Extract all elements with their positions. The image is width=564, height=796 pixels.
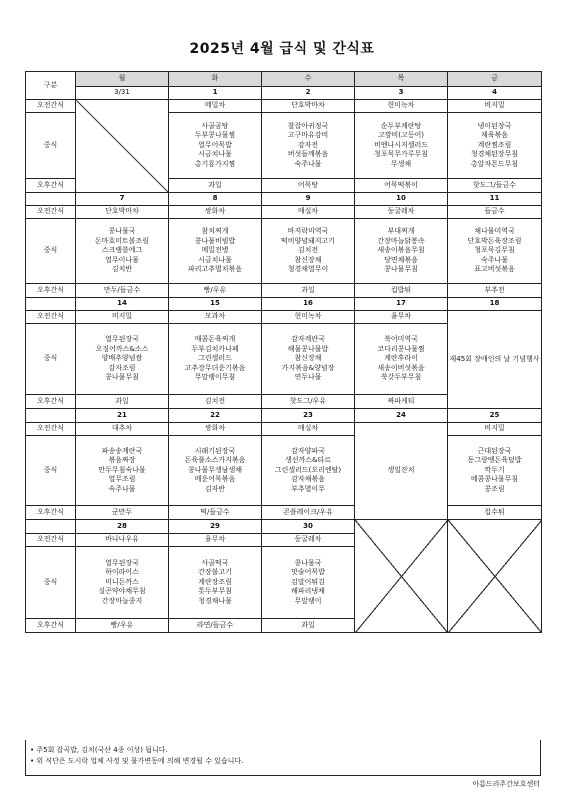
day-thu: 목	[355, 72, 448, 87]
row-label-am: 오전간식	[26, 311, 76, 324]
pm-snack: 라면/들금수	[169, 619, 262, 633]
row-label-am: 오전간식	[26, 100, 76, 113]
pm-snack: 과일	[262, 619, 355, 633]
note-line: • 주5회 잡곡밥, 김치(국산 4종 이상) 됩니다.	[30, 746, 168, 754]
menu-item: 두부콩나물찜	[194, 131, 236, 140]
pm-snack: 컵밥튀	[355, 284, 448, 298]
row-label-lunch: 중식	[26, 219, 76, 284]
menu-item: 감자양파국	[291, 446, 325, 455]
menu-item: 열무된장국	[105, 558, 139, 567]
header-label: 구분	[26, 72, 76, 100]
menu-item: 고구마유감비	[287, 131, 329, 140]
am-snack: 메밀차	[169, 100, 262, 113]
pm-snack: 빵/우유	[169, 284, 262, 298]
date-cell: 1	[169, 87, 262, 100]
page-title: 2025년 4월 급식 및 간식표	[189, 41, 375, 57]
pm-snack: 과일	[76, 395, 169, 409]
menu-item: 실곤약야채무침	[98, 587, 146, 596]
menu-item: 쑥갓두부무침	[380, 373, 422, 382]
pm-snack: 핫도그/들금수	[448, 179, 542, 193]
menu-item: 참치찌개	[201, 227, 229, 236]
empty-cell	[76, 100, 169, 193]
lunch-menu	[76, 436, 169, 506]
menu-item: 비엔나시저샐러드	[373, 140, 429, 149]
menu-item: 김자반	[204, 484, 226, 493]
date-cell: 3	[355, 87, 448, 100]
menu-item: 코다리콩나물찜	[377, 344, 425, 353]
menu-item: 단호박돈육장조림	[467, 236, 522, 245]
menu-item: 제육볶음	[480, 131, 509, 140]
pm-snack: 부추전	[448, 284, 542, 298]
pm-snack: 떡/들금수	[169, 506, 262, 520]
menu-item: 그린샐러드	[198, 354, 232, 363]
menu-table	[25, 71, 542, 633]
row-label-lunch: 중식	[26, 547, 76, 619]
date-cell: 18	[448, 298, 542, 311]
day-mon: 월	[76, 72, 169, 87]
am-snack: 율무차	[169, 534, 262, 547]
am-snack: 비지밀	[448, 423, 542, 436]
menu-item: 해물콩나물밥	[287, 344, 329, 353]
menu-item: 표고버섯볶음	[474, 265, 515, 274]
lunch-menu	[355, 324, 448, 395]
pm-snack: 짜파게티	[355, 395, 448, 409]
pm-snack: 만두/들금수	[76, 284, 169, 298]
menu-item: 콩나물무침	[384, 265, 418, 274]
menu-item: 돈마호미트볼조림	[94, 236, 150, 245]
menu-item: 근대된장국	[477, 446, 512, 455]
date-cell: 2	[262, 87, 355, 100]
lunch-menu	[448, 436, 542, 506]
menu-item: 채나물미역국	[474, 227, 515, 236]
date-cell: 8	[169, 193, 262, 206]
menu-item: 간장불고기	[198, 568, 232, 577]
menu-item: 오징어까스&소스	[95, 344, 149, 353]
menu-item: 열무어묵밥	[198, 140, 232, 149]
row-label-pm: 오후간식	[26, 179, 76, 193]
blank-cell	[26, 409, 76, 423]
menu-item: 양배추양념쌈	[101, 354, 143, 363]
menu-item: 동그랑땡돈육덮밥	[467, 456, 522, 465]
date-cell: 9	[262, 193, 355, 206]
date-cell: 15	[169, 298, 262, 311]
day-tue: 화	[169, 72, 262, 87]
row-label-pm: 오후간식	[26, 619, 76, 633]
menu-item: 시금치나물	[198, 150, 232, 159]
menu-item: 바지락미역국	[287, 227, 329, 236]
am-snack: 바나나우유	[76, 534, 169, 547]
lunch-menu	[169, 219, 262, 284]
blank-cell	[26, 193, 76, 206]
menu-item: 감자채볶음	[291, 475, 325, 484]
date-cell: 21	[76, 409, 169, 423]
special-event-cell: 생일잔치	[355, 423, 448, 520]
am-snack: 율무차	[355, 311, 448, 324]
menu-item: 시래기된장국	[194, 446, 236, 455]
date-cell: 25	[448, 409, 542, 423]
menu-item: 볶음짜장	[108, 456, 136, 465]
menu-item: 무말랭이무침	[194, 373, 236, 382]
menu-item: 숙주나물	[480, 255, 509, 264]
empty-cell	[355, 520, 448, 633]
blank-cell	[26, 520, 76, 534]
lunch-menu	[169, 113, 262, 179]
menu-item: 해파리냉채	[291, 587, 325, 596]
menu-item: 깍두기	[484, 465, 505, 474]
menu-item: 콩나물국	[294, 558, 322, 567]
menu-item: 감자계란국	[291, 335, 325, 344]
menu-item: 김치반	[111, 265, 133, 274]
menu-item: 콩나물무침	[105, 373, 139, 382]
date-cell: 30	[262, 520, 355, 534]
menu-item: 김치전	[297, 246, 319, 255]
am-snack: 비지밀	[448, 100, 542, 113]
menu-item: 청포묵무가루무침	[373, 150, 429, 159]
lunch-menu	[355, 219, 448, 284]
menu-item: 계란장조림	[198, 577, 232, 586]
menu-item: 감자전	[297, 140, 319, 149]
pm-snack: 컵수튀	[448, 506, 542, 520]
date-cell: 28	[76, 520, 169, 534]
menu-item: 그린샐러드(오리엔탈)	[274, 465, 342, 474]
row-label-lunch: 중식	[26, 324, 76, 395]
menu-item: 파송송계란국	[101, 446, 143, 455]
date-cell: 7	[76, 193, 169, 206]
menu-item: 두부김치카나페	[191, 344, 239, 353]
lunch-menu	[169, 436, 262, 506]
menu-item: 숙주나물	[294, 159, 322, 168]
menu-item: 새송이볶음무침	[377, 246, 425, 255]
pm-snack: 김치전	[169, 395, 262, 409]
menu-item: 냉이된장국	[477, 121, 512, 130]
menu-item: 메밀전병	[201, 246, 229, 255]
menu-item: 간장마늘종지	[101, 596, 143, 605]
menu-item: 열무조림	[108, 475, 136, 484]
menu-item: 돈육풀소스가지볶음	[184, 456, 246, 465]
lunch-menu	[448, 113, 542, 179]
menu-item: 고추장무더운기볶음	[184, 363, 246, 372]
date-cell: 29	[169, 520, 262, 534]
menu-item: 찰잡아귀정국	[287, 121, 329, 130]
am-snack: 쌍화차	[169, 206, 262, 219]
menu-item: 북어미역국	[384, 335, 418, 344]
date-cell: 23	[262, 409, 355, 423]
menu-item: 참신장채	[294, 354, 322, 363]
menu-item: 콩조림	[484, 484, 505, 493]
menu-item: 시금치나물	[198, 255, 232, 264]
date-cell: 17	[355, 298, 448, 311]
pm-snack: 과일	[262, 284, 355, 298]
row-label-pm: 오후간식	[26, 506, 76, 520]
menu-item: 순두부계란탕	[380, 121, 422, 130]
menu-item: 열무된장국	[105, 335, 139, 344]
menu-item: 무생채	[390, 159, 412, 168]
lunch-menu	[262, 219, 355, 284]
menu-item: 톳두부무침	[198, 587, 232, 596]
menu-item: 열무이나물	[105, 255, 139, 264]
menu-item: 부추멸이무	[291, 484, 325, 493]
pm-snack: 과일	[169, 179, 262, 193]
menu-item: 숙주나물	[108, 484, 136, 493]
lunch-menu	[76, 324, 169, 395]
menu-item: 고깜비(고등어)	[377, 131, 425, 140]
am-snack: 비지밀	[76, 311, 169, 324]
menu-item: 콩나물비빔밥	[194, 236, 236, 245]
center-name: 아름드리주간보호센터	[472, 780, 540, 788]
menu-item: 무말랭이	[294, 596, 322, 605]
notes-box	[25, 740, 541, 776]
row-label-pm: 오후간식	[26, 395, 76, 409]
am-snack: 둥굴레차	[262, 534, 355, 547]
menu-item: 매콤돈육찌개	[194, 335, 236, 344]
lunch-menu	[262, 324, 355, 395]
note-line: • 위 식단은 도시락 업체 사정 및 물가변동에 의해 변경될 수 있습니다.	[30, 757, 244, 765]
row-label-am: 오전간식	[26, 423, 76, 436]
am-snack: 현미녹차	[355, 100, 448, 113]
am-snack: 대추차	[76, 423, 169, 436]
day-wed: 수	[262, 72, 355, 87]
menu-item: 가지볶음&양념장	[281, 363, 335, 372]
menu-item: 간장마늘닭봉속	[377, 236, 425, 245]
menu-item: 계란찜조림	[477, 140, 512, 149]
am-snack: 현미녹차	[262, 311, 355, 324]
menu-item: 연두나물	[294, 373, 322, 382]
date-cell: 22	[169, 409, 262, 423]
menu-item: 메콤콩나물무침	[470, 475, 519, 484]
menu-item: 총기룡가지찜	[194, 159, 236, 168]
menu-item: 청경채열무이	[287, 265, 329, 274]
date-cell: 3/31	[76, 87, 169, 100]
blank-cell	[26, 298, 76, 311]
am-snack: 모과차	[169, 311, 262, 324]
lunch-menu	[76, 219, 169, 284]
row-label-am: 오전간식	[26, 206, 76, 219]
lunch-menu	[355, 113, 448, 179]
menu-item: 새송이버섯볶음	[377, 363, 425, 372]
pm-snack: 어묵탕	[262, 179, 355, 193]
lunch-menu	[262, 547, 355, 619]
row-label-pm: 오후간식	[26, 284, 76, 298]
menu-item: 콩나물무생남생채	[187, 465, 243, 474]
date-cell: 10	[355, 193, 448, 206]
menu-item: 참신장채	[294, 255, 322, 264]
date-cell: 14	[76, 298, 169, 311]
menu-item: 맛술어묵밥	[291, 568, 325, 577]
am-snack: 단호박마차	[76, 206, 169, 219]
menu-item: 버섯들깨볶음	[287, 150, 329, 159]
am-snack: 쌍화차	[169, 423, 262, 436]
am-snack: 둥굴레차	[355, 206, 448, 219]
lunch-menu	[448, 219, 542, 284]
menu-item: 미니돈까스	[105, 577, 139, 586]
pm-snack: 빵/우유	[76, 619, 169, 633]
menu-item: 하이라이스	[105, 568, 139, 577]
row-label-am: 오전간식	[26, 534, 76, 547]
menu-item: 계란후라이	[384, 354, 418, 363]
date-cell: 11	[448, 193, 542, 206]
menu-item: 청포묵김무침	[474, 246, 515, 255]
row-label-lunch: 중식	[26, 436, 76, 506]
menu-item: 사골떡국	[201, 558, 229, 567]
menu-item: 생선까스&타르	[284, 456, 332, 465]
lunch-menu	[169, 547, 262, 619]
lunch-menu	[262, 113, 355, 179]
am-snack: 매실차	[262, 206, 355, 219]
pm-snack: 군만두	[76, 506, 169, 520]
menu-item: 떡비양념돼지고기	[280, 236, 336, 245]
am-snack: 들금수	[448, 206, 542, 219]
menu-item: 만두무침숙나물	[98, 465, 146, 474]
lunch-menu	[76, 547, 169, 619]
menu-item: 스크램블에그	[101, 246, 143, 255]
empty-cell	[448, 520, 542, 633]
menu-item: 청경채나물	[198, 596, 232, 605]
date-cell: 24	[355, 409, 448, 423]
menu-item: 감자조림	[108, 363, 136, 372]
date-cell: 16	[262, 298, 355, 311]
lunch-menu	[169, 324, 262, 395]
day-fri: 금	[448, 72, 542, 87]
pm-snack: 어묵떡볶이	[355, 179, 448, 193]
row-label-lunch: 중식	[26, 113, 76, 179]
special-event-cell: 제45회 장애인의 날 기념행사	[448, 311, 542, 409]
menu-item: 당면채볶음	[384, 255, 418, 264]
menu-item: 부대찌개	[387, 227, 415, 236]
date-cell: 4	[448, 87, 542, 100]
menu-item: 김말이튀김	[291, 577, 325, 586]
menu-item: 청경채된장무침	[470, 150, 519, 159]
menu-item: 사골곰탕	[201, 121, 229, 130]
am-snack: 매실차	[262, 423, 355, 436]
pm-snack: 콘플레이크/우유	[262, 506, 355, 520]
menu-item: 파리고추멸치볶음	[187, 265, 243, 274]
lunch-menu	[262, 436, 355, 506]
am-snack: 단호박마차	[262, 100, 355, 113]
menu-item: 총알자몬드무침	[470, 159, 519, 168]
menu-item: 콩나물국	[108, 227, 136, 236]
pm-snack: 핫도그/우유	[262, 395, 355, 409]
menu-item: 메운어묵볶음	[194, 475, 236, 484]
